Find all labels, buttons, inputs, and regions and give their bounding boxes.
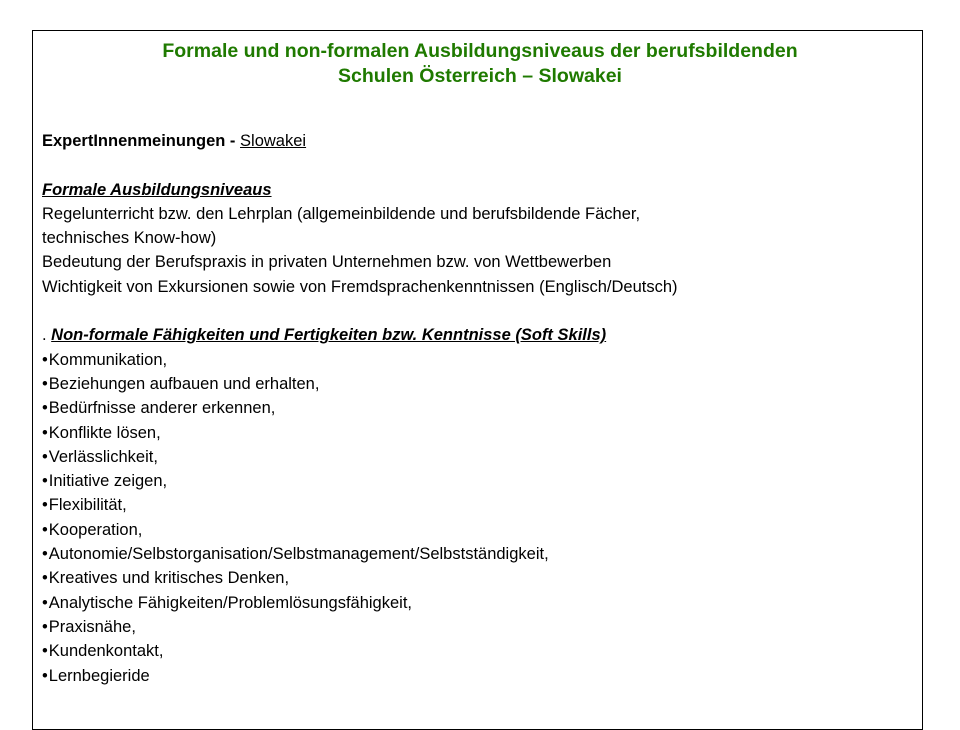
list-item-text: Bedürfnisse anderer erkennen, xyxy=(48,399,276,418)
list-item xyxy=(42,615,912,639)
slide-title-line-1: Formale und non-formalen Ausbildungsniveaus der berufsbildenden xyxy=(162,40,798,62)
list-item xyxy=(42,372,912,396)
list-item xyxy=(42,396,912,420)
list-item xyxy=(42,469,912,493)
list-item xyxy=(42,445,912,469)
list-item-text: Autonomie/Selbstorganisation/Selbstmanagement/Selbstständigkeit, xyxy=(48,545,549,564)
formal-line-1: Regelunterricht bzw. den Lehrplan (allgemeinbildende und berufsbildende Fächer, xyxy=(42,204,641,223)
bullet-icon: • xyxy=(42,569,48,588)
bullet-icon: • xyxy=(42,472,48,491)
slide-title xyxy=(0,39,960,89)
list-item-text: Kreatives und kritisches Denken, xyxy=(48,569,290,588)
slide-title-line-2: Schulen Österreich – Slowakei xyxy=(338,65,622,87)
list-item xyxy=(42,566,912,590)
bullet-icon: • xyxy=(42,447,48,466)
bullet-icon: • xyxy=(42,642,48,661)
list-item xyxy=(42,493,912,517)
formal-heading xyxy=(42,178,912,202)
formal-line-3: Bedeutung der Berufspraxis in privaten Unternehmen bzw. von Wettbewerben xyxy=(42,253,612,272)
slide-content xyxy=(42,129,912,688)
formal-heading-text: Formale Ausbildungsniveaus xyxy=(42,180,272,199)
list-item-text: Verlässlichkeit, xyxy=(48,447,158,466)
list-item xyxy=(42,542,912,566)
list-item-text: Kooperation, xyxy=(48,520,143,539)
bullet-icon: • xyxy=(42,399,48,418)
list-item-text: Flexibilität, xyxy=(48,496,127,515)
nonformal-prefix: . xyxy=(42,326,52,345)
list-item xyxy=(42,664,912,688)
nonformal-heading-text: Non-formale Fähigkeiten und Fertigkeiten bzw. Kenntnisse (Soft Skills) xyxy=(51,326,607,345)
bullet-icon: • xyxy=(42,350,48,369)
bullet-icon: • xyxy=(42,666,48,685)
experts-label: ExpertInnenmeinungen - xyxy=(42,132,241,150)
spacer xyxy=(42,153,912,177)
list-item xyxy=(42,591,912,615)
bullet-icon: • xyxy=(42,593,48,612)
formal-line-4: Wichtigkeit von Exkursionen sowie von Fremdsprachenkenntnissen (Englisch/Deutsch) xyxy=(42,277,678,296)
formal-line-2: technisches Know-how) xyxy=(42,229,217,248)
list-item xyxy=(42,421,912,445)
bullet-icon: • xyxy=(42,617,48,636)
list-item-text: Initiative zeigen, xyxy=(48,472,168,491)
list-item-text: Lernbegieride xyxy=(48,666,150,685)
nonformal-heading xyxy=(42,323,912,347)
bullet-icon: • xyxy=(42,545,48,564)
list-item-text: Analytische Fähigkeiten/Problemlösungsfähigkeit, xyxy=(48,593,412,612)
bullet-icon: • xyxy=(42,496,48,515)
list-item-text: Beziehungen aufbauen und erhalten, xyxy=(48,374,320,393)
list-item-text: Konflikte lösen, xyxy=(48,423,161,442)
list-item xyxy=(42,348,912,372)
list-item-text: Praxisnähe, xyxy=(48,617,136,636)
experts-line xyxy=(42,129,912,153)
list-item xyxy=(42,639,912,663)
list-item-text: Kommunikation, xyxy=(48,350,168,369)
list-item-text: Kundenkontakt, xyxy=(48,642,164,661)
bullet-icon: • xyxy=(42,374,48,393)
spacer xyxy=(42,299,912,323)
experts-country: Slowakei xyxy=(240,132,307,150)
soft-skills-list xyxy=(42,348,912,688)
bullet-icon: • xyxy=(42,423,48,442)
bullet-icon: • xyxy=(42,520,48,539)
list-item xyxy=(42,518,912,542)
